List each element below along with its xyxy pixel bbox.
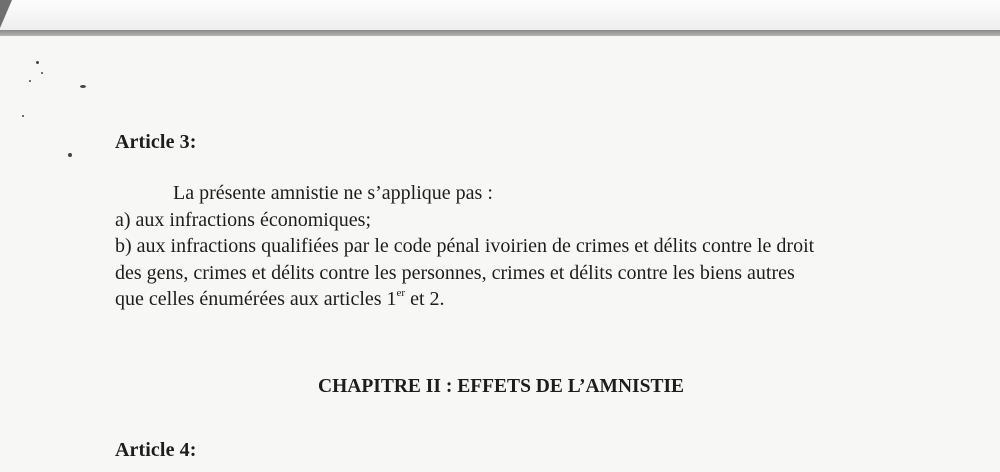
scan-top-band	[0, 0, 1000, 30]
scan-speck	[22, 115, 24, 117]
chapter-title: CHAPITRE II : EFFETS DE L’AMNISTIE	[318, 376, 685, 397]
article-3-intro: La présente amnistie ne s’applique pas :	[173, 182, 493, 204]
article-3-item-b-line-3-text: que celles énumérées aux articles 1	[115, 288, 397, 310]
scan-speck	[29, 80, 31, 82]
scan-corner-mark	[0, 0, 12, 28]
article-3-item-b-line-1: b) aux infractions qualifiées par le code pénal ivoirien de crimes et délits contre le droit	[115, 235, 815, 257]
article-3-item-b-line-3-end: et 2.	[405, 288, 445, 310]
scan-speck	[36, 61, 39, 64]
article-3-title: Article 3:	[115, 131, 197, 153]
article-3-item-a: a) aux infractions économiques;	[115, 208, 372, 231]
article-3-item-b-line-2: des gens, crimes et délits contre les personnes, crimes et délits contre les biens autres	[115, 261, 795, 284]
article-4-title: Article 4:	[115, 439, 197, 461]
scan-speck	[80, 85, 86, 88]
scan-speck	[41, 72, 43, 74]
article-3-item-b-line-3	[115, 286, 985, 313]
ordinal-superscript: er	[396, 287, 406, 299]
scan-speck	[68, 153, 72, 157]
article-3-body	[115, 180, 985, 313]
